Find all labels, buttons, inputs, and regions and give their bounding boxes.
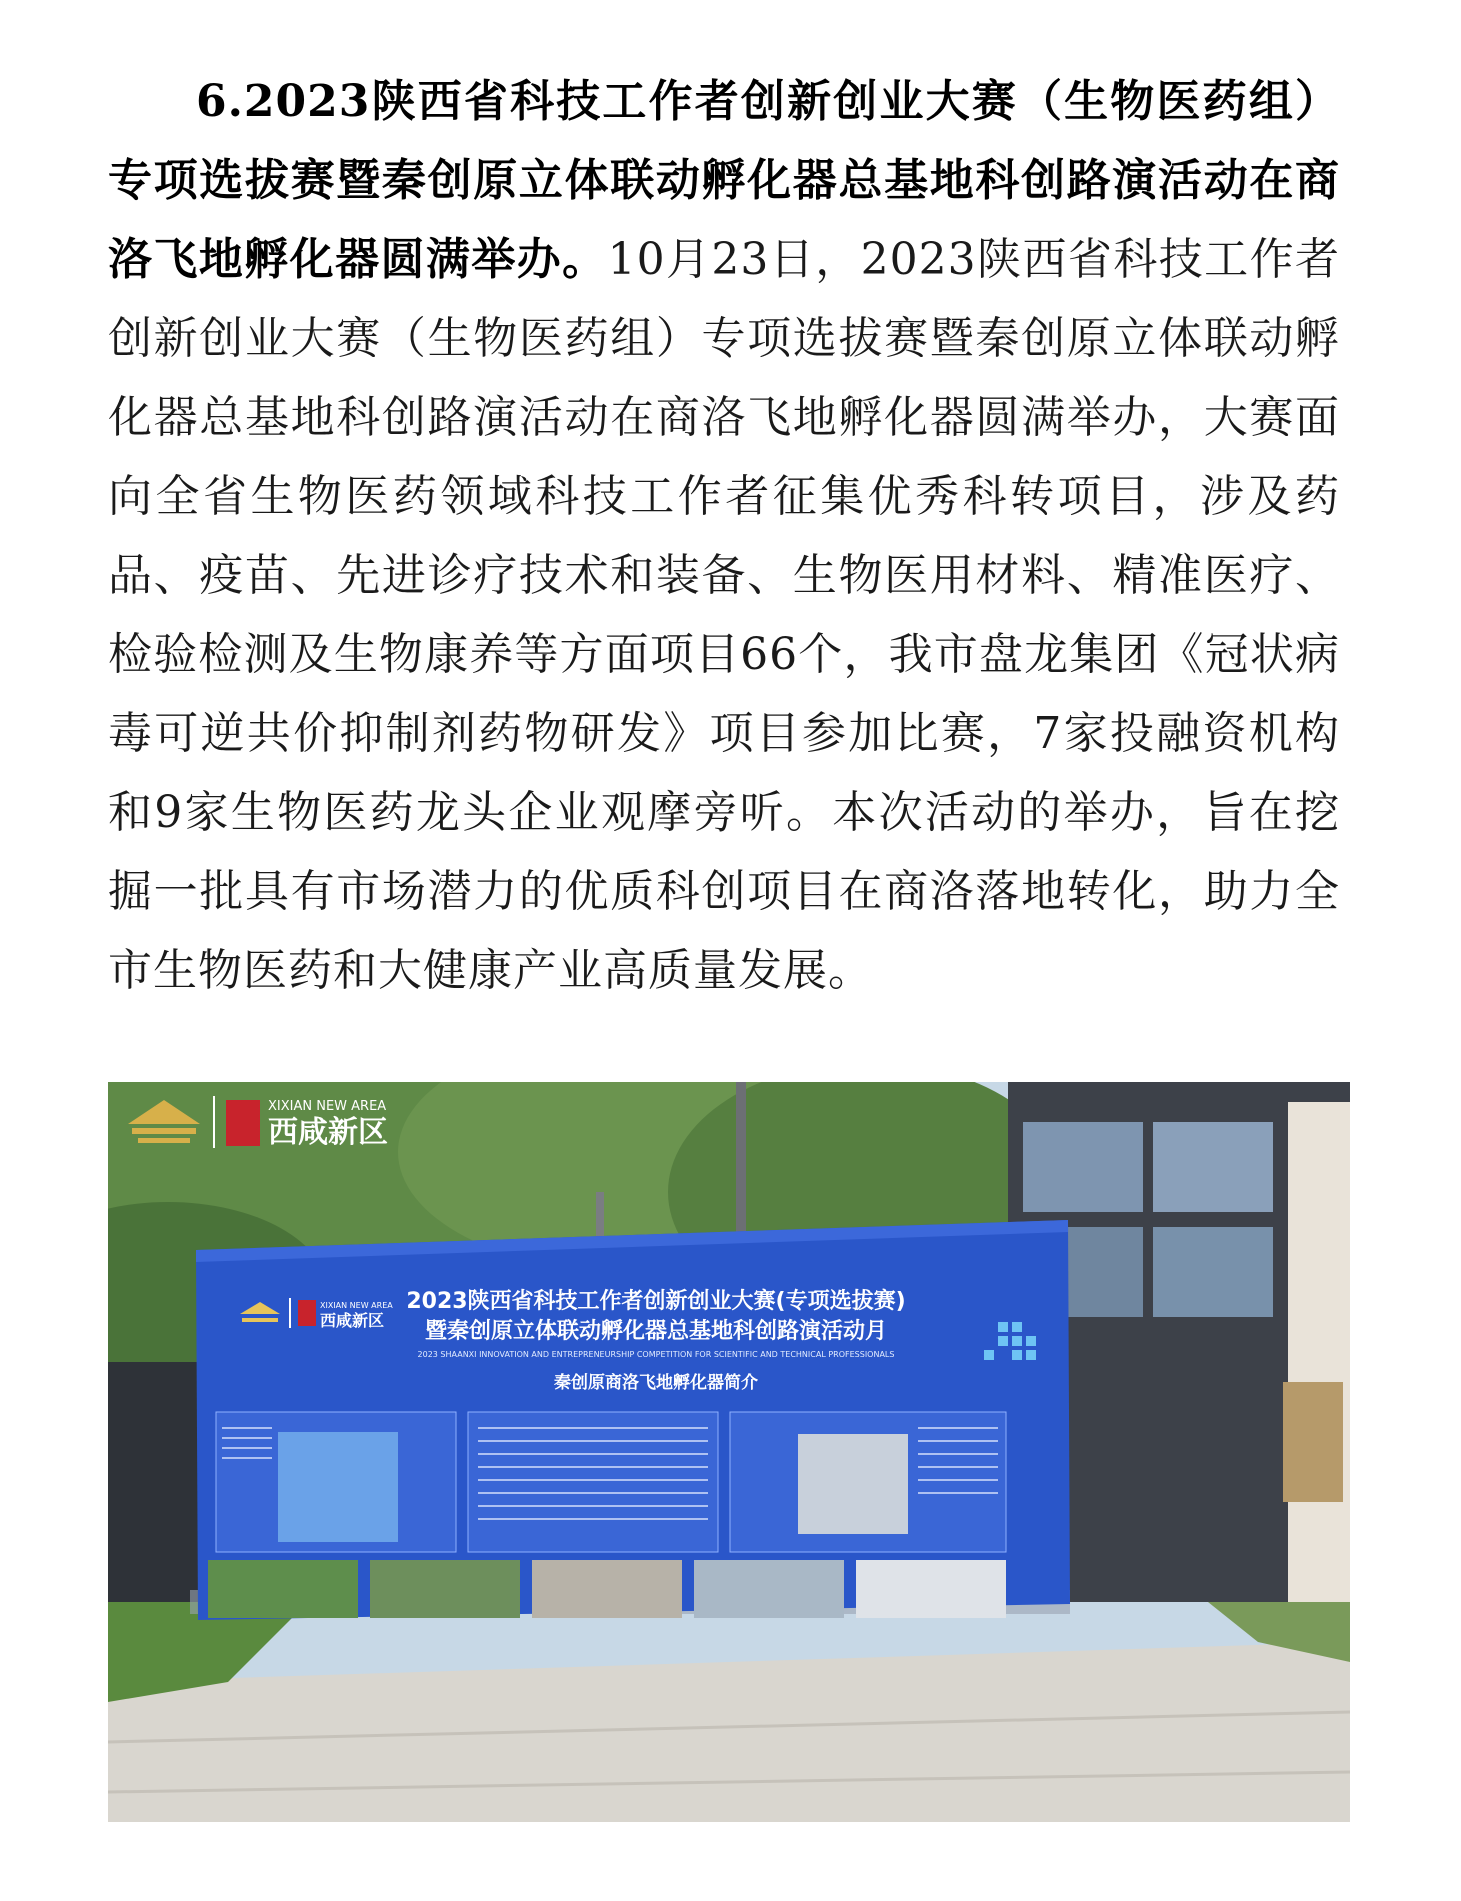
board-subtitle-en: 2023 SHAANXI INNOVATION AND ENTREPRENEURSHIP COMPETITION FOR SCIENTIFIC AND TECHNICAL PROFESSIONALS <box>417 1350 895 1359</box>
event-photo <box>108 1082 1350 1822</box>
board-photo-meeting <box>798 1434 908 1534</box>
board-photo-5 <box>856 1560 1006 1618</box>
corner-logo-cn: 西咸新区 <box>268 1115 388 1150</box>
board-section-title: 秦创原商洛飞地孵化器简介 <box>554 1373 758 1393</box>
article-headline: 6.2023陕西省科技工作者创新创业大赛（生物医药组）专项选拔赛暨秦创原立体联动孵化器总基地科创路演活动在商洛飞地孵化器圆满举办。 <box>108 76 1340 285</box>
board-photo-2 <box>370 1560 520 1618</box>
article-body: 10月23日，2023陕西省科技工作者创新创业大赛（生物医药组）专项选拔赛暨秦创原立体联动孵化器总基地科创路演活动在商洛飞地孵化器圆满举办，大赛面向全省生物医药领域科技工作者征集优秀科转项目，涉及药品、疫苗、先进诊疗技术和装备、生物医用材料、精准医疗、检验检测及生物康养等方面项目66个，我市盘龙集团《冠状病毒可逆共价抑制剂药物研发》项目参加比赛，7家投融资机构和9家生物医药龙头企业观摩旁听。本次活动的举办，旨在挖掘一批具有市场潜力的优质科创项目在商洛落地转化，助力全市生物医药和大健康产业高质量发展。 <box>108 234 1341 996</box>
article-paragraph <box>108 62 1340 1010</box>
board-photo-3 <box>532 1560 682 1618</box>
board-photo-ceremony <box>278 1432 398 1542</box>
board-photo-4 <box>694 1560 844 1618</box>
display-board <box>196 1220 1070 1620</box>
board-title-line1: 2023陕西省科技工作者创新创业大赛(专项选拔赛) <box>406 1289 906 1314</box>
corner-logo <box>128 1096 388 1150</box>
board-logo-cn: 西咸新区 <box>320 1311 385 1330</box>
board-photo-1 <box>208 1560 358 1618</box>
board-logo-en: XIXIAN NEW AREA <box>320 1301 393 1310</box>
corner-logo-en: XIXIAN NEW AREA <box>268 1099 387 1114</box>
board-title-line2: 暨秦创原立体联动孵化器总基地科创路演活动月 <box>424 1319 888 1344</box>
